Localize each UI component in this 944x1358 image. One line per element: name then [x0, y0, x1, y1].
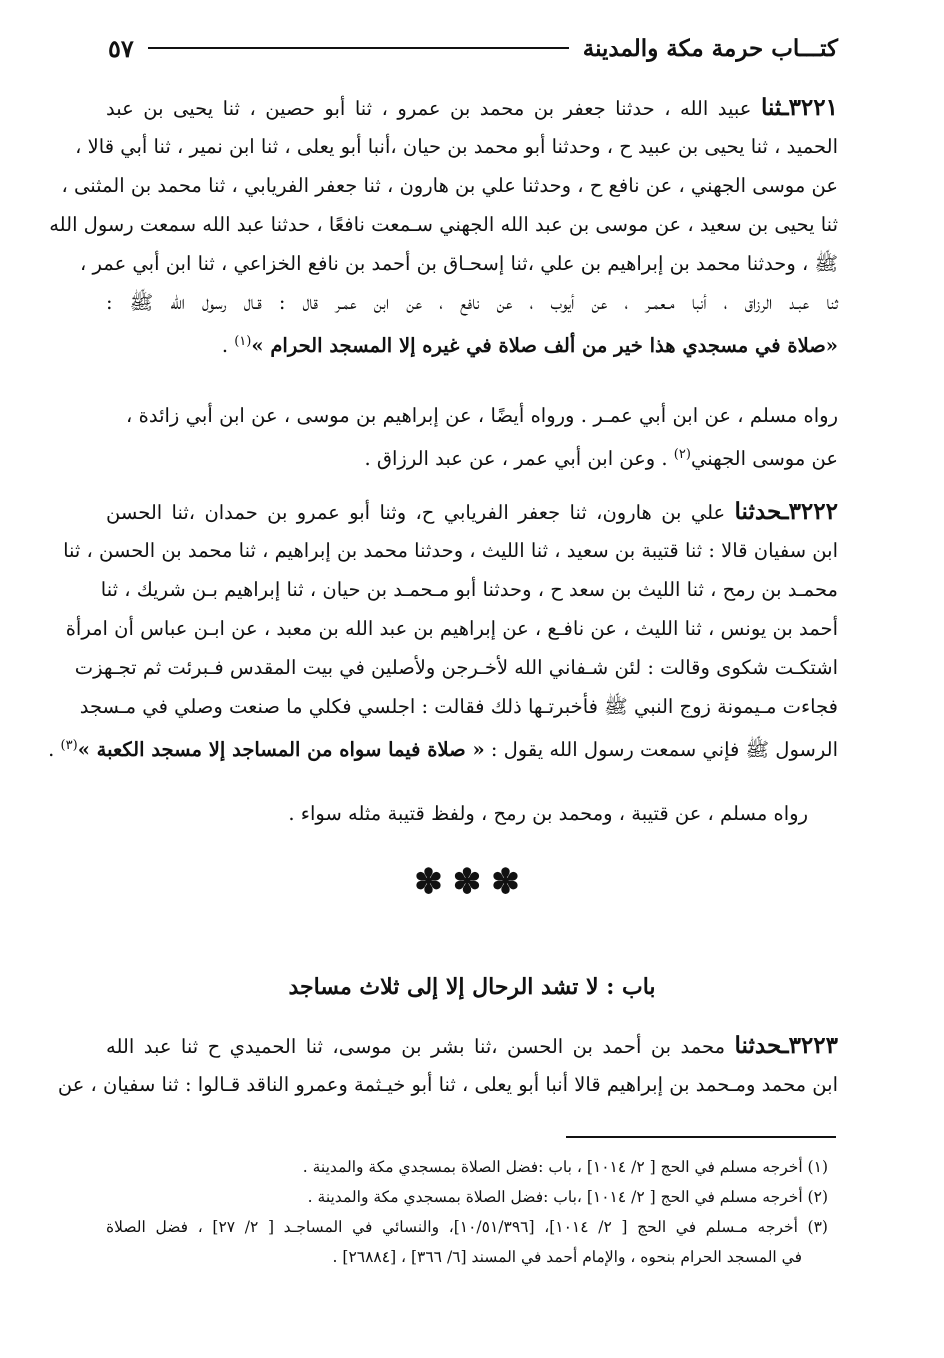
- text-segment: عن موسى الجهني: [690, 447, 838, 470]
- text-segment: . وعن ابن أبي عمر ، عن عبد الرزاق .: [364, 447, 674, 470]
- text-segment: محمد بن أحمد بن الحسن ،ثنا بشر بن موسى، ثنا الحميدي ح ثنا عبد الله: [106, 1035, 726, 1058]
- text-line: [106, 1026, 838, 1065]
- text-segment: .: [48, 738, 61, 761]
- hadith-3223: [57, 1026, 838, 1104]
- narration-3222: [126, 794, 838, 833]
- text-line: فجاءت مـيمونة زوج النبي ﷺ فأخبرتـها ذلك فقالت : اجلسي فكلي ما صنعت وصلي في مـسجد: [79, 695, 838, 718]
- page-header: [108, 28, 838, 68]
- page-number: ٥٧: [108, 33, 134, 63]
- footnote-3: (٣) أخرجه مـسلم في الحج [ ٢/ ١٠١٤]، [١٠/٥١/٣٩٦]، والنسائي في المساجـد [ ٢/ ٢٧] ، فضل الصلاة: [106, 1218, 828, 1236]
- section-separator: ✽✽✽: [414, 862, 530, 902]
- text-line: ابن سفيان قالا : ثنا قتيبة بن سعيد ، ثنا الليث ، وحدثنا محمد بن إبراهيم ، ثنا محمد بن الحسن ، ثنا: [63, 539, 838, 562]
- text-line: ابن محمد ومـحمد بن إبراهيم قالا أنبا أبو يعلى ، ثنا أبو خيـثمة وعمرو الناقد قـالوا : ثنا سفيان ، عن: [57, 1073, 838, 1096]
- text-line: [48, 726, 838, 765]
- footnote-ref: (١): [234, 334, 252, 349]
- footnote-2: (٢) أخرجه مسلم في الحج [ ٢/ ١٠١٤] ،باب :فضل الصلاة بمسجدي مكة والمدينة .: [307, 1188, 828, 1206]
- text-line: رواه مسلم ، عن قتيبة ، ومحمد بن رمح ، ولفظ قتيبة مثله سواء .: [288, 802, 808, 825]
- text-line: عن موسى الجهني ، عن نافع ح ، وحدثنا علي بن هارون ، ثنا جعفر الفريابي ، ثنا محمد بن المثنى ،: [61, 174, 838, 197]
- text-line: ثنا عبـد الرزاق ، أنبا مـعمـر ، عن أيوب ، عن نافع ، عن ابن عمـر قال : قـال رسول الله ﷺ :: [106, 291, 838, 314]
- text-line: أحمد بن يونس ، ثنا الليث ، عن نافـع ، عن إبراهيم بن عبد الله بن معبد ، عن ابـن عباس أن امرأة: [65, 617, 838, 640]
- hadith-number: ٣٢٢٣ـ: [781, 1032, 838, 1059]
- text-line: اشتكـت شكوى وقالت : لئن شـفاني الله لأخـرجن ولأصلين في بيت المقدس فـبرئت ثم تجـهزت: [74, 656, 838, 679]
- chapter-title: باب : لا تشد الرحال إلا إلى ثلاث مساجد: [288, 974, 656, 1000]
- hadith-verb: حدثنا: [734, 498, 782, 525]
- footnote-3-continued: في المسجد الحرام بنحوه ، والإمام أحمد في المسند [٦/ ٣٦٦] ، [٢٦٨٨٤] .: [332, 1248, 802, 1266]
- header-rule: [148, 47, 569, 49]
- footnote-divider: [566, 1136, 836, 1138]
- header-title: كتـــاب حرمة مكة والمدينة: [582, 34, 838, 62]
- hadith-verb: ثنا: [760, 94, 782, 121]
- text-line: [106, 492, 838, 531]
- narration-3221: [126, 396, 838, 474]
- prophetic-quote: « صلاة فيما سواه من المساجد إلا مسجد الكعبة »: [77, 738, 485, 761]
- text-segment: الرسول ﷺ فإني سمعت رسول الله يقول :: [484, 738, 838, 761]
- text-segment: عبيد الله ، حدثنا جعفر بن محمد بن عمرو ، ثنا أبو حصين ، ثنا يحيى بن عبد: [106, 97, 752, 120]
- text-line: رواه مسلم ، عن ابن أبي عمـر . ورواه أيضًا ، عن إبراهيم بن موسى ، عن ابن أبي زائدة ،: [126, 404, 838, 427]
- hadith-number: ٣٢٢٢ـ: [781, 498, 838, 525]
- text-line: [126, 435, 838, 474]
- text-line: الحميد ، ثنا يحيى بن عبيد ح ، وحدثنا أبو محمد بن حيان ،أنبا أبو يعلى ، ثنا ابن نمير ، ثنا أبي قالا ،: [75, 135, 838, 158]
- footnote-ref: (٢): [673, 447, 691, 462]
- text-line: [106, 88, 838, 127]
- hadith-number: ٣٢٢١ـ: [781, 94, 838, 121]
- text-segment: .: [221, 334, 235, 357]
- text-line: [106, 322, 838, 361]
- text-line: ثنا يحيى بن سعيد ، عن موسى بن عبد الله الجهني سـمعت نافعًا ، حدثنا عبد الله سمعت رسول الله: [49, 213, 838, 236]
- hadith-3221: [49, 88, 838, 361]
- prophetic-quote: «صلاة في مسجدي هذا خير من ألف صلاة في غيره إلا المسجد الحرام »: [251, 334, 838, 357]
- footnote-ref: (٣): [60, 738, 78, 753]
- footnote-1: (١) أخرجه مسلم في الحج [ ٢/ ١٠١٤] ، باب :فضل الصلاة بمسجدي مكة والمدينة .: [302, 1158, 828, 1176]
- text-segment: علي بن هارون، ثنا جعفر الفريابي ح، وثنا أبو عمرو بن حمدان ،ثنا الحسن: [106, 501, 726, 524]
- hadith-verb: حدثنا: [734, 1032, 782, 1059]
- text-line: ﷺ ، وحدثنا محمد بن إبراهيم بن علي ،ثنا إسحـاق بن أحمد بن نافع الخزاعي ، ثنا ابن أبي عمر ،: [80, 252, 838, 275]
- footnotes: [106, 1152, 838, 1272]
- hadith-3222: [48, 492, 838, 765]
- text-line: محمـد بن رمح ، ثنا الليث بن سعد ح ، وحدثنا أبو مـحمـد بن حيان ، ثنا إبراهيم بـن شريك ، ثنا: [100, 578, 838, 601]
